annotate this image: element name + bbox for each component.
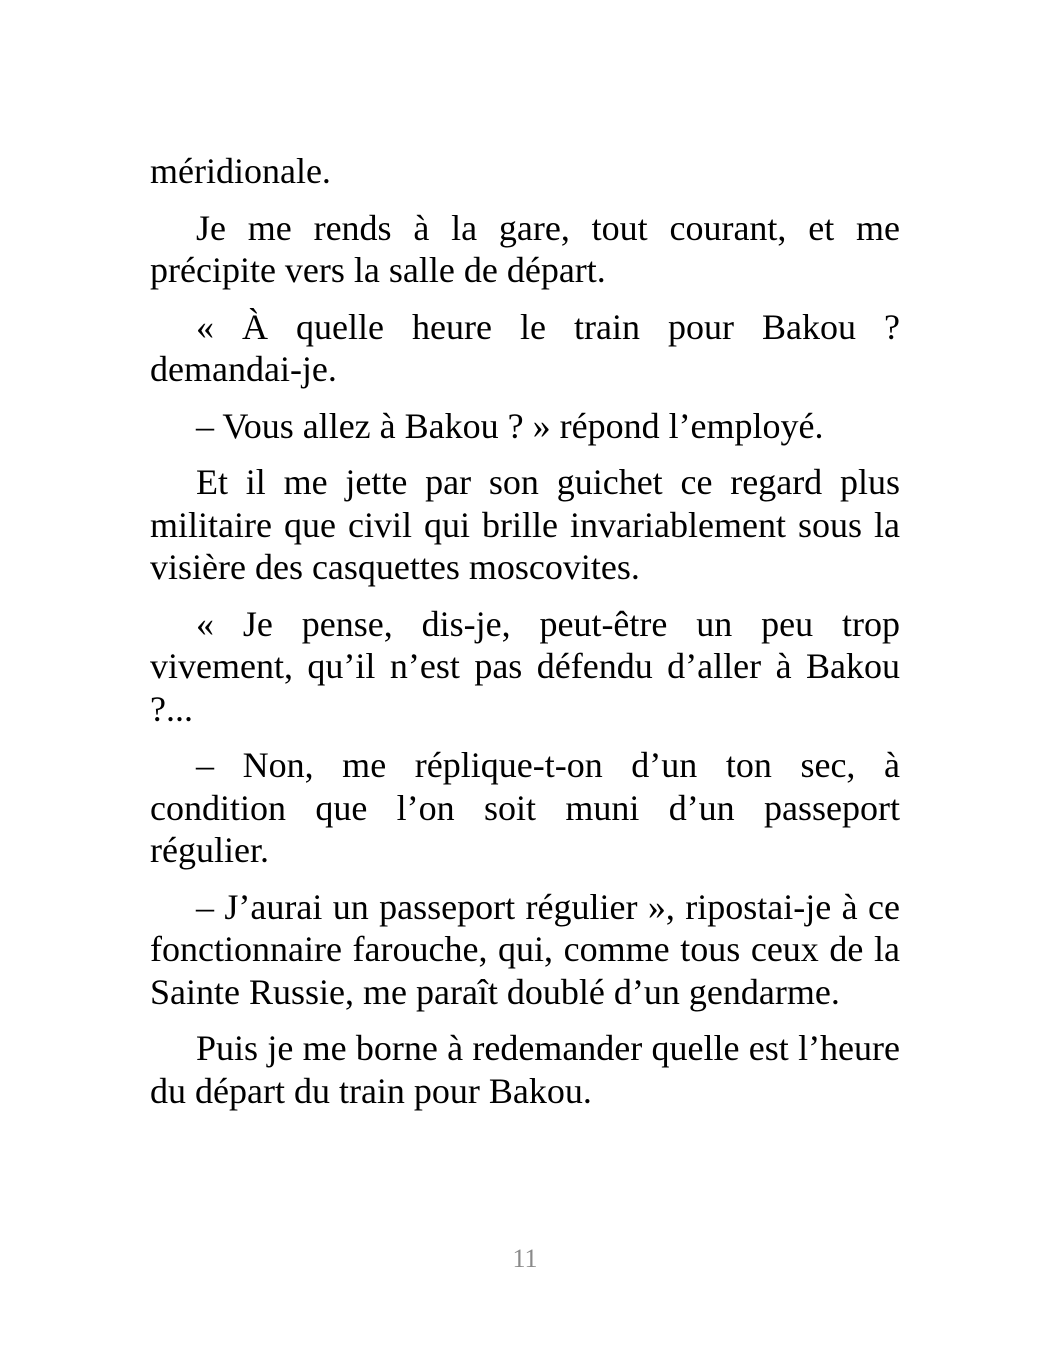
paragraph: – Vous allez à Bakou ? » répond l’employé. xyxy=(196,405,824,446)
paragraph: « À quelle heure le train pour Bakou ? demandai-je. xyxy=(150,306,900,389)
paragraph: méridionale. xyxy=(150,151,331,191)
page-number: 11 xyxy=(512,1244,538,1273)
paragraph: « Je pense, dis-je, peut-être un peu trop vivement, qu’il n’est pas défendu d’aller à Bakou ?... xyxy=(150,603,900,729)
paragraph: – J’aurai un passeport régulier », ripostai-je à ce fonctionnaire farouche, qui, comme tous ceux de la Sainte Russie, me paraît doublé d’un gendarme. xyxy=(150,886,900,1012)
paragraph: Je me rends à la gare, tout courant, et me précipite vers la salle de départ. xyxy=(150,207,900,290)
paragraph: – Non, me réplique-t-on d’un ton sec, à condition que l’on soit muni d’un passeport régulier. xyxy=(150,745,900,870)
paragraph: Puis je me borne à redemander quelle est l’heure du départ du train pour Bakou. xyxy=(150,1028,900,1111)
paragraph: Et il me jette par son guichet ce regard plus militaire que civil qui brille invariablement sous la visière des casquettes moscovites. xyxy=(150,462,900,587)
page-body-text xyxy=(150,150,900,1126)
